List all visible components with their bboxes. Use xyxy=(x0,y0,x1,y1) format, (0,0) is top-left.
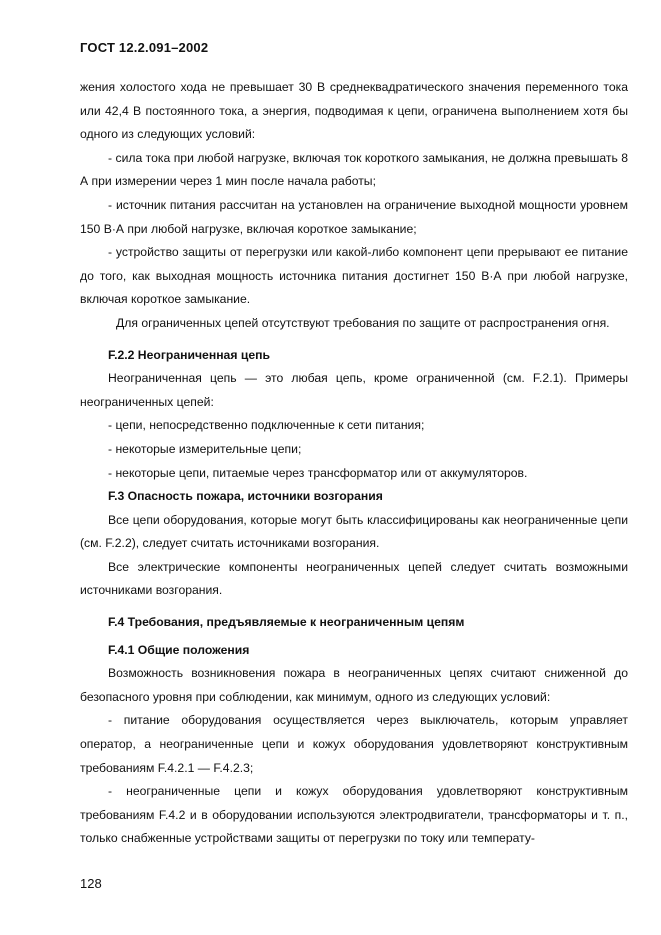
page-number: 128 xyxy=(80,876,102,891)
list-item-overload-protection: - устройство защиты от перегрузки или какой-либо компонент цепи прерывают ее питание до того, как выходная мощность источника питания достигнет 150 В·А при любой нагрузке, включая короткое замыкание. xyxy=(80,245,628,307)
document-body xyxy=(80,76,628,851)
list-item-measuring-circuits: - некоторые измерительные цепи; xyxy=(108,441,302,456)
list-item-operator-switch: - питание оборудования осуществляется через выключатель, которым управляет оператор, а неограниченные цепи и кожух оборудования удовлетворяют конструктивным требованиям F.4.2.1 — F.4.2.3; xyxy=(80,713,628,775)
paragraph-limited-circuits: Для ограниченных цепей отсутствуют требования по защите от распространения огня. xyxy=(116,315,610,330)
paragraph-all-components: Все электрические компоненты неограниченных цепей следует считать возможными источниками возгорания. xyxy=(80,559,628,598)
section-heading-f41: F.4.1 Общие положения xyxy=(108,642,250,657)
list-item-current-limit: - сила тока при любой нагрузке, включая ток короткого замыкания, не должна превышать 8 А при измерении через 1 мин после начала работы; xyxy=(80,150,628,189)
list-item-constructive-requirements: - неограниченные цепи и кожух оборудования удовлетворяют конструктивным требованиям F.4.2 и в оборудовании используются электродвигатели, трансформаторы и т. п., только снабженные устройствами защиты от перегрузки по току или температу- xyxy=(80,784,628,846)
section-heading-f3: F.3 Опасность пожара, источники возгорания xyxy=(108,489,383,504)
paragraph-all-circuits: Все цепи оборудования, которые могут быть классифицированы как неограниченные цепи (см. F.2.2), следует считать источниками возгорания. xyxy=(80,512,628,551)
list-item-mains-circuits: - цепи, непосредственно подключенные к сети питания; xyxy=(108,418,425,433)
paragraph-unlimited-circuit: Неограниченная цепь — это любая цепь, кроме ограниченной (см. F.2.1). Примеры неограниченных цепей: xyxy=(80,371,628,409)
standard-header: ГОСТ 12.2.091–2002 xyxy=(80,40,209,55)
paragraph-continuation: жения холостого хода не превышает 30 В среднеквадратического значения переменного тока или 42,4 В постоянного тока, а энергия, подводимая к цепи, ограничена выполнением хотя бы одного из следующих условий: xyxy=(80,80,628,142)
list-item-transformer-circuits: - некоторые цепи, питаемые через трансформатор или от аккумуляторов. xyxy=(108,465,528,480)
section-heading-f22: F.2.2 Неограниченная цепь xyxy=(108,347,270,362)
paragraph-fire-possibility: Возможность возникновения пожара в неограниченных цепях считают сниженной до безопасного уровня при соблюдении, как минимум, одного из следующих условий: xyxy=(80,666,628,704)
section-heading-f4: F.4 Требования, предъявляемые к неограниченным цепям xyxy=(108,615,465,630)
list-item-power-source: - источник питания рассчитан на установлен на ограничение выходной мощности уровнем 150 В·А при любой нагрузке, включая короткое замыкание; xyxy=(80,197,628,236)
